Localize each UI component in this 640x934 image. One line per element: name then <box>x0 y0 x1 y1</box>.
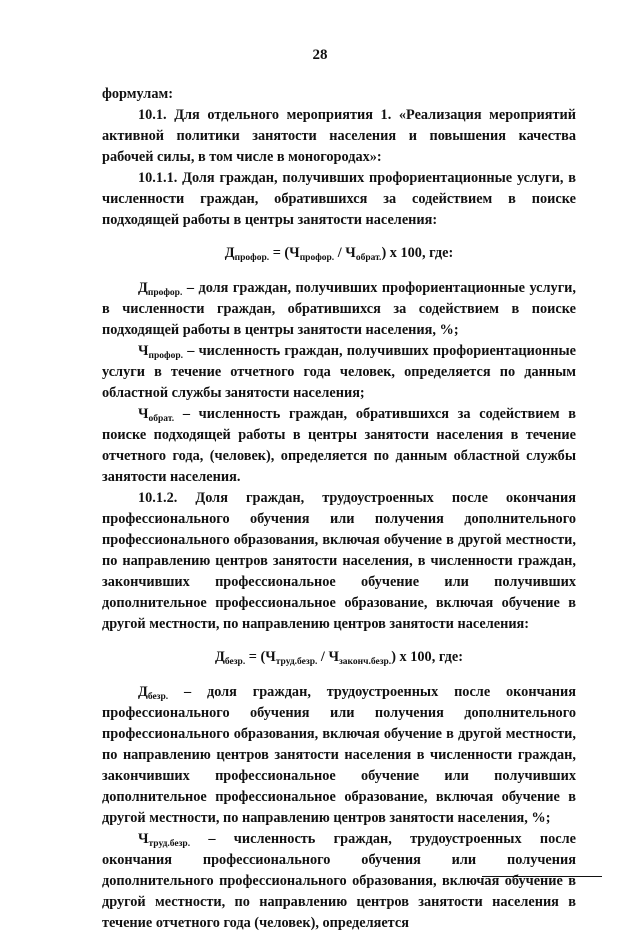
formula-d-symbol: Д <box>215 649 225 665</box>
def-symbol: Д <box>138 280 148 296</box>
def-text: – численность граждан, обратившихся за содействием в поиске подходящей работы в центры занятости населения в течение отчетного года, (человек), определяется по данным областной службы занятости населения. <box>102 406 576 485</box>
def-subscript: профор. <box>148 351 183 361</box>
formula-profor <box>102 243 576 264</box>
formula-numerator-subscript: труд.безр. <box>275 657 318 667</box>
paragraph-intro: формулам: <box>102 86 173 102</box>
definition-d-bezr <box>102 682 576 829</box>
formula-d-subscript: профор. <box>234 253 270 263</box>
def-text: – численность граждан, трудоустроенных после окончания профессионального обучения или получения дополнительного профессионального образования, включая обучение в другой местности, по направлению центров занятости населения в течение отчетного года (человек), определяется <box>102 831 576 931</box>
formula-d-symbol: Д <box>224 245 235 261</box>
document-body <box>102 84 576 934</box>
formula-divide: / Ч <box>334 245 356 261</box>
definition-ch-profor <box>102 341 576 404</box>
formula-open: = (Ч <box>269 245 300 261</box>
def-subscript: безр. <box>147 692 169 702</box>
definition-ch-trud-bezr <box>102 829 576 934</box>
paragraph-10-1-2: 10.1.2. Доля граждан, трудоустроенных после окончания профессионального обучения или получения дополнительного профессионального образования, включая обучение в другой местности, по направлению центров занятости населения, в численности граждан, закончивших профессиональное обучение или получивших дополнительное профессиональное образование, включая обучение в другой местности, по направлению центров занятости населения: <box>102 490 576 632</box>
footer-rule <box>482 876 602 877</box>
formula-tail: ) х 100, где: <box>381 245 454 261</box>
formula-d-subscript: безр. <box>224 657 246 667</box>
def-text: – доля граждан, трудоустроенных после окончания профессионального обучения или получения дополнительного профессионального образования, включая обучение в другой местности, по направлению центров занятости населения в численности граждан, закончивших профессиональное обучение или получивших дополнительное профессиональное образование, включая обучение в другой местности, по направлению центров занятости населения, %; <box>102 684 576 826</box>
definition-ch-obrat <box>102 404 576 488</box>
formula-tail: ) х 100, где: <box>391 649 463 665</box>
definition-d-profor <box>102 278 576 341</box>
def-symbol: Д <box>138 684 148 700</box>
def-symbol: Ч <box>138 343 149 359</box>
page-number: 28 <box>312 47 328 63</box>
paragraph-10-1: 10.1. Для отдельного мероприятия 1. «Реализация мероприятий активной политики занятости населения и повышения качества рабочей силы, в том числе в моногородах»: <box>102 107 576 165</box>
def-symbol: Ч <box>138 831 149 847</box>
formula-numerator-subscript: профор. <box>299 253 335 263</box>
formula-divide: / Ч <box>317 649 339 665</box>
formula-open: = (Ч <box>245 649 276 665</box>
formula-denominator-subscript: законч.безр. <box>338 657 392 667</box>
def-subscript: профор. <box>147 288 183 298</box>
paragraph-10-1-1: 10.1.1. Доля граждан, получивших профориентационные услуги, в численности граждан, обратившихся за содействием в поиске подходящей работы в центры занятости населения: <box>102 170 576 228</box>
def-subscript: труд.безр. <box>148 839 191 849</box>
def-symbol: Ч <box>138 406 149 422</box>
formula-bezr <box>102 647 576 668</box>
def-text: – доля граждан, получивших профориентационные услуги, в численности граждан, обратившихся за содействием в поиске подходящей работы в центры занятости населения, %; <box>102 280 576 338</box>
formula-denominator-subscript: обрат. <box>355 253 382 263</box>
def-subscript: обрат. <box>148 414 175 424</box>
def-text: – численность граждан, получивших профориентационные услуги в течение отчетного года человек, определяется по данным областной службы занятости населения; <box>102 343 576 401</box>
